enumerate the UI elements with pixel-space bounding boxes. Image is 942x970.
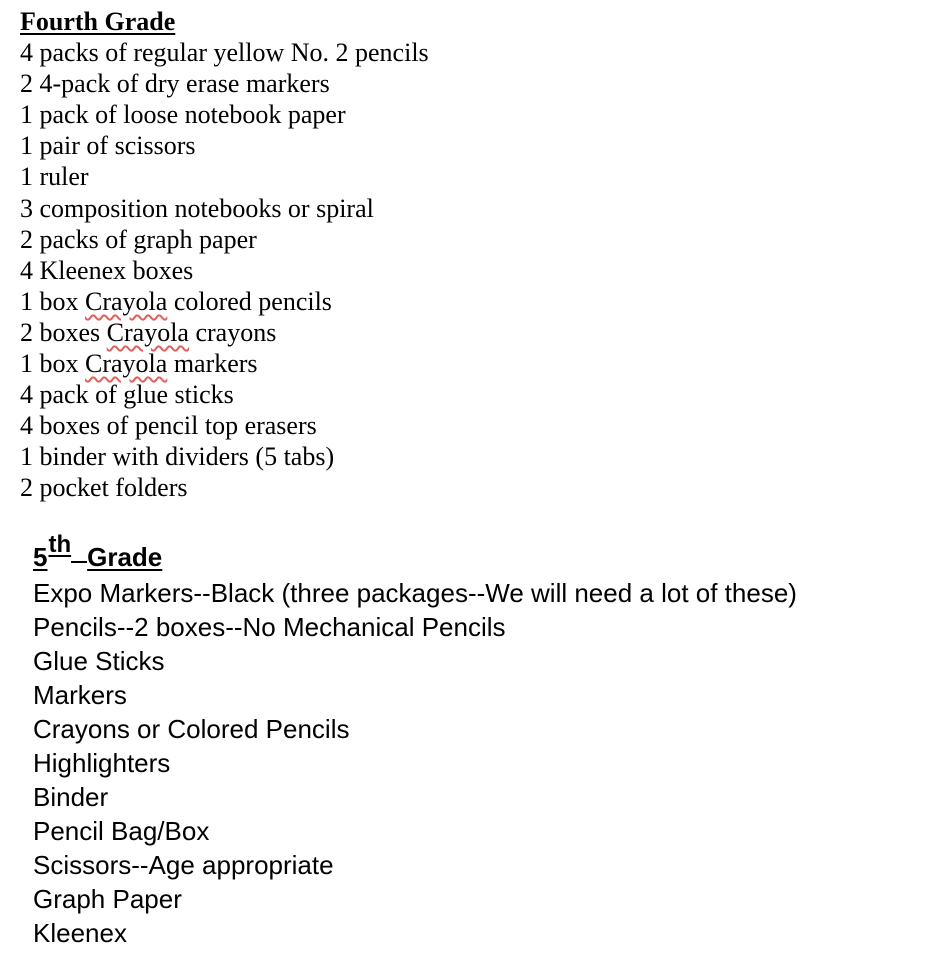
- fourth-grade-list: [20, 37, 429, 503]
- list-item: 1 box Crayola colored pencils: [20, 286, 332, 316]
- heading-number: 5: [33, 542, 48, 572]
- list-item: 2 4-pack of dry erase markers: [20, 69, 330, 99]
- fifth-grade-list: [33, 576, 797, 950]
- fifth-grade-section: [33, 531, 797, 950]
- list-item: 1 box Crayola markers: [20, 349, 258, 379]
- fourth-grade-section: [20, 6, 429, 504]
- list-item: Highlighters: [33, 748, 171, 778]
- list-item: Pencil Bag/Box: [33, 816, 210, 846]
- list-item: 1 pack of loose notebook paper: [20, 100, 346, 130]
- list-item: 4 boxes of pencil top erasers: [20, 411, 317, 441]
- list-item: 4 Kleenex boxes: [20, 255, 194, 285]
- list-item: Glue Sticks: [33, 646, 165, 676]
- spellcheck-word[interactable]: Crayola: [106, 317, 189, 347]
- list-item: Graph Paper: [33, 884, 182, 914]
- list-item: 1 pair of scissors: [20, 131, 196, 161]
- list-item: 2 boxes Crayola crayons: [20, 317, 277, 347]
- fifth-grade-heading: [33, 531, 797, 576]
- spellcheck-word[interactable]: Crayola: [85, 349, 168, 379]
- list-item: Kleenex: [33, 918, 127, 948]
- list-item: 4 packs of regular yellow No. 2 pencils: [20, 38, 429, 68]
- list-item: 3 composition notebooks or spiral: [20, 193, 374, 223]
- heading-word: Grade: [87, 542, 163, 572]
- list-item: 1 ruler: [20, 162, 89, 192]
- fourth-grade-heading: Fourth Grade: [20, 7, 176, 36]
- list-item: Scissors--Age appropriate: [33, 850, 334, 880]
- list-item: 1 binder with dividers (5 tabs): [20, 442, 335, 472]
- spellcheck-word[interactable]: Crayola: [85, 286, 168, 316]
- list-item: 2 pocket folders: [20, 473, 188, 503]
- heading-underline-gap: [71, 561, 87, 563]
- list-item: Pencils--2 boxes--No Mechanical Pencils: [33, 612, 506, 642]
- list-item: Markers: [33, 680, 127, 710]
- heading-superscript: th: [48, 531, 72, 558]
- list-item: Binder: [33, 782, 109, 812]
- list-item: Crayons or Colored Pencils: [33, 714, 350, 744]
- list-item: Expo Markers--Black (three packages--We will need a lot of these): [33, 578, 797, 608]
- list-item: 4 pack of glue sticks: [20, 380, 234, 410]
- list-item: 2 packs of graph paper: [20, 224, 257, 254]
